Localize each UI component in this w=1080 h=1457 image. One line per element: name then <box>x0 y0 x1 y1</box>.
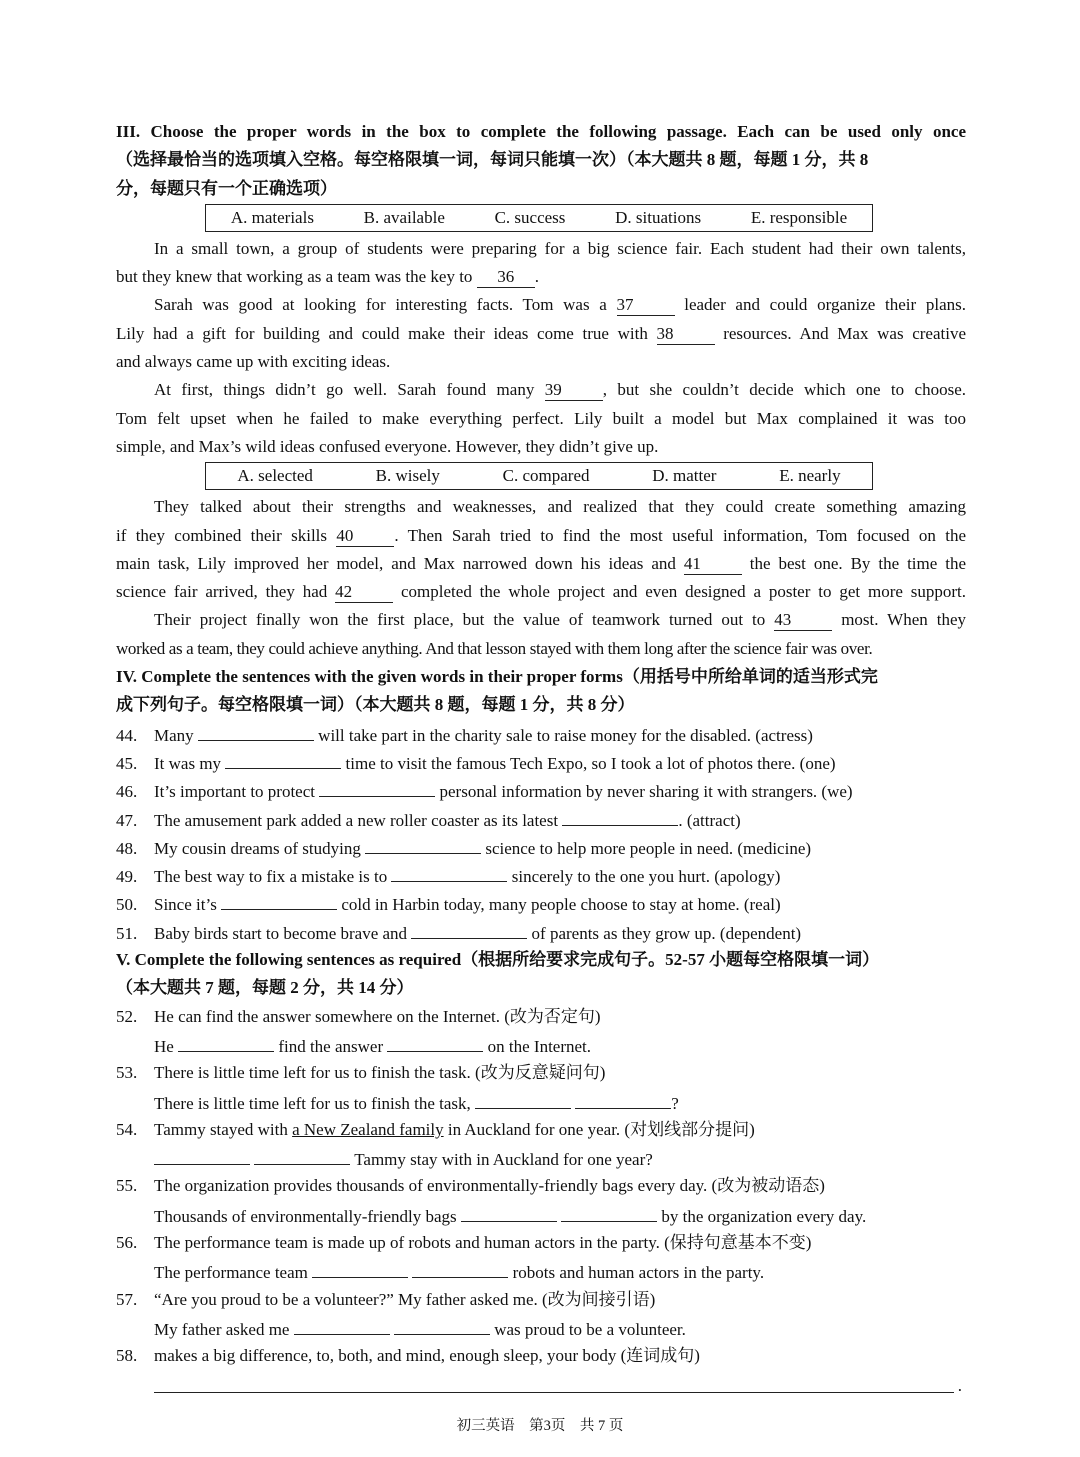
answer-blank[interactable] <box>365 833 481 854</box>
word-option: B. wisely <box>375 466 440 486</box>
blank-42[interactable]: 42 <box>335 582 393 603</box>
question-51: 51. Baby birds start to become brave and of parents as they grow up. (dependent) <box>116 918 966 946</box>
word-option: A. selected <box>237 466 313 486</box>
question-45: 45. It was my time to visit the famous Tech Expo, so I took a lot of photos there. (one) <box>116 748 966 776</box>
answer-blank[interactable] <box>319 776 435 797</box>
passage-line: simple, and Max’s wild ideas confused everyone. However, they didn’t give up. <box>116 436 659 456</box>
question-53-answer: There is little time left for us to finish the task, ? <box>116 1088 966 1116</box>
passage-line: science fair arrived, they had 42 completed the whole project and even designed a poster to get more support. <box>116 582 966 602</box>
answer-blank[interactable] <box>475 1088 571 1109</box>
answer-blank[interactable] <box>561 1201 657 1222</box>
word-option: C. success <box>494 207 566 227</box>
answer-blank[interactable] <box>178 1031 274 1052</box>
page-content <box>116 118 966 1396</box>
answer-blank[interactable] <box>394 1314 490 1335</box>
blank-38[interactable]: 38 <box>657 324 715 345</box>
answer-blank[interactable] <box>562 805 678 826</box>
blank-40[interactable]: 40 <box>336 526 394 547</box>
answer-blank[interactable] <box>154 1144 250 1165</box>
word-option: E. responsible <box>750 207 848 227</box>
question-50: 50. Since it’s cold in Harbin today, many people choose to stay at home. (real) <box>116 889 966 917</box>
answer-blank[interactable] <box>391 861 507 882</box>
question-46: 46. It’s important to protect personal information by never sharing it with strangers. (we) <box>116 776 966 804</box>
answer-blank[interactable] <box>387 1031 483 1052</box>
blank-39[interactable]: 39 <box>545 380 603 401</box>
passage-line: In a small town, a group of students were preparing for a big science fair. Each student had their own talents, <box>154 238 966 258</box>
passage-line: They talked about their strengths and weaknesses, and realized that they could create something amazing <box>154 497 966 517</box>
question-57: 57. “Are you proud to be a volunteer?” My father asked me. (改为间接引语) <box>116 1289 656 1309</box>
question-55: 55. The organization provides thousands of environmentally-friendly bags every day. (改为被动语态) <box>116 1176 825 1196</box>
answer-blank[interactable] <box>412 1257 508 1278</box>
section-5-title-line2: （本大题共 7 题，每题 2 分，共 14 分） <box>116 978 414 998</box>
blank-43[interactable]: 43 <box>774 610 832 631</box>
passage-line: At first, things didn’t go well. Sarah found many 39 , but she couldn’t decide which one to choose. <box>154 380 966 400</box>
answer-blank[interactable] <box>198 720 314 741</box>
question-44: 44. Many will take part in the charity sale to raise money for the disabled. (actress) <box>116 720 966 748</box>
passage-line: worked as a team, they could achieve anything. And that lesson stayed with them long after the science fair was over. <box>116 638 873 658</box>
underlined-phrase: a New Zealand family <box>292 1119 444 1139</box>
blank-36[interactable]: 36 <box>477 267 535 288</box>
word-box-1 <box>205 204 873 232</box>
passage-line: Lily had a gift for building and could make their ideas come true with 38 resources. And Max was creative <box>116 323 966 343</box>
word-option: B. available <box>363 207 445 227</box>
question-56-answer: The performance team robots and human actors in the party. <box>116 1257 966 1285</box>
passage-line: if they combined their skills 40 . Then Sarah tried to find the most useful information, Tom focused on the <box>116 525 966 545</box>
answer-blank[interactable] <box>254 1144 350 1165</box>
answer-blank[interactable] <box>294 1314 390 1335</box>
word-option: D. situations <box>615 207 702 227</box>
answer-blank[interactable] <box>312 1257 408 1278</box>
blank-41[interactable]: 41 <box>684 554 742 575</box>
question-55-answer: Thousands of environmentally-friendly bags by the organization every day. <box>116 1201 966 1229</box>
passage-line: but they knew that working as a team was the key to 36 . <box>116 267 539 287</box>
answer-blank[interactable] <box>221 889 337 910</box>
word-box-2 <box>205 462 873 490</box>
section-3-title-line1: III. Choose the proper words in the box to complete the following passage. Each can be used only once <box>116 122 966 141</box>
section-5-title-line1: V. Complete the following sentences as required（根据所给要求完成句子。52-57 小题每空格限填一词） <box>116 950 880 970</box>
word-option: E. nearly <box>779 466 841 486</box>
question-57-answer: My father asked me was proud to be a volunteer. <box>116 1314 966 1342</box>
word-option: D. matter <box>652 466 717 486</box>
page-footer: 初三英语 第3页 共 7 页 <box>456 1418 624 1434</box>
question-47: 47. The amusement park added a new roller coaster as its latest . (attract) <box>116 805 966 833</box>
question-49: 49. The best way to fix a mistake is to sincerely to the one you hurt. (apology) <box>116 861 966 889</box>
question-58: 58. makes a big difference, to, both, and mind, enough sleep, your body (连词成句) <box>116 1346 700 1366</box>
answer-blank[interactable] <box>575 1088 671 1109</box>
passage-line: Tom felt upset when he failed to make everything perfect. Lily built a model but Max complained it was too <box>116 408 966 428</box>
section-4-title-line1: IV. Complete the sentences with the given words in their proper forms（用括号中所给单词的适当形式完 <box>116 667 878 687</box>
section-4-title-line2: 成下列句子。每空格限填一词）（本大题共 8 题，每题 1 分，共 8 分） <box>116 695 635 715</box>
question-48: 48. My cousin dreams of studying science to help more people in need. (medicine) <box>116 833 966 861</box>
question-53: 53. There is little time left for us to finish the task. (改为反意疑问句) <box>116 1063 606 1083</box>
passage-line: and always came up with exciting ideas. <box>116 352 391 372</box>
section-3-title-line3: 分，每题只有一个正确选项） <box>116 178 337 198</box>
question-52-answer: He find the answer on the Internet. <box>116 1031 966 1059</box>
passage-line: main task, Lily improved her model, and Max narrowed down his ideas and 41 the best one. By the time the <box>116 553 966 573</box>
question-54: 54. Tammy stayed with a New Zealand family in Auckland for one year. (对划线部分提问) <box>116 1119 755 1139</box>
section-3-title-line2: （选择最恰当的选项填入空格。每空格限填一词，每词只能填一次）（本大题共 8 题，每题 1 分，共 8 <box>116 150 869 170</box>
question-52: 52. He can find the answer somewhere on the Internet. (改为否定句) <box>116 1006 601 1026</box>
answer-blank[interactable] <box>461 1201 557 1222</box>
blank-37[interactable]: 37 <box>617 295 675 316</box>
passage-line: Sarah was good at looking for interesting facts. Tom was a 37 leader and could organize their plans. <box>154 295 966 315</box>
answer-blank[interactable] <box>411 918 527 939</box>
answer-line-58[interactable]: . <box>154 1370 954 1393</box>
passage-line: Their project finally won the first place, but the value of teamwork turned out to 43 most. When they <box>154 610 966 630</box>
answer-blank[interactable] <box>225 748 341 769</box>
word-option: C. compared <box>502 466 590 486</box>
word-option: A. materials <box>230 207 314 227</box>
question-54-answer: Tammy stay with in Auckland for one year? <box>116 1144 966 1172</box>
question-56: 56. The performance team is made up of robots and human actors in the party. (保持句意基本不变) <box>116 1232 812 1252</box>
